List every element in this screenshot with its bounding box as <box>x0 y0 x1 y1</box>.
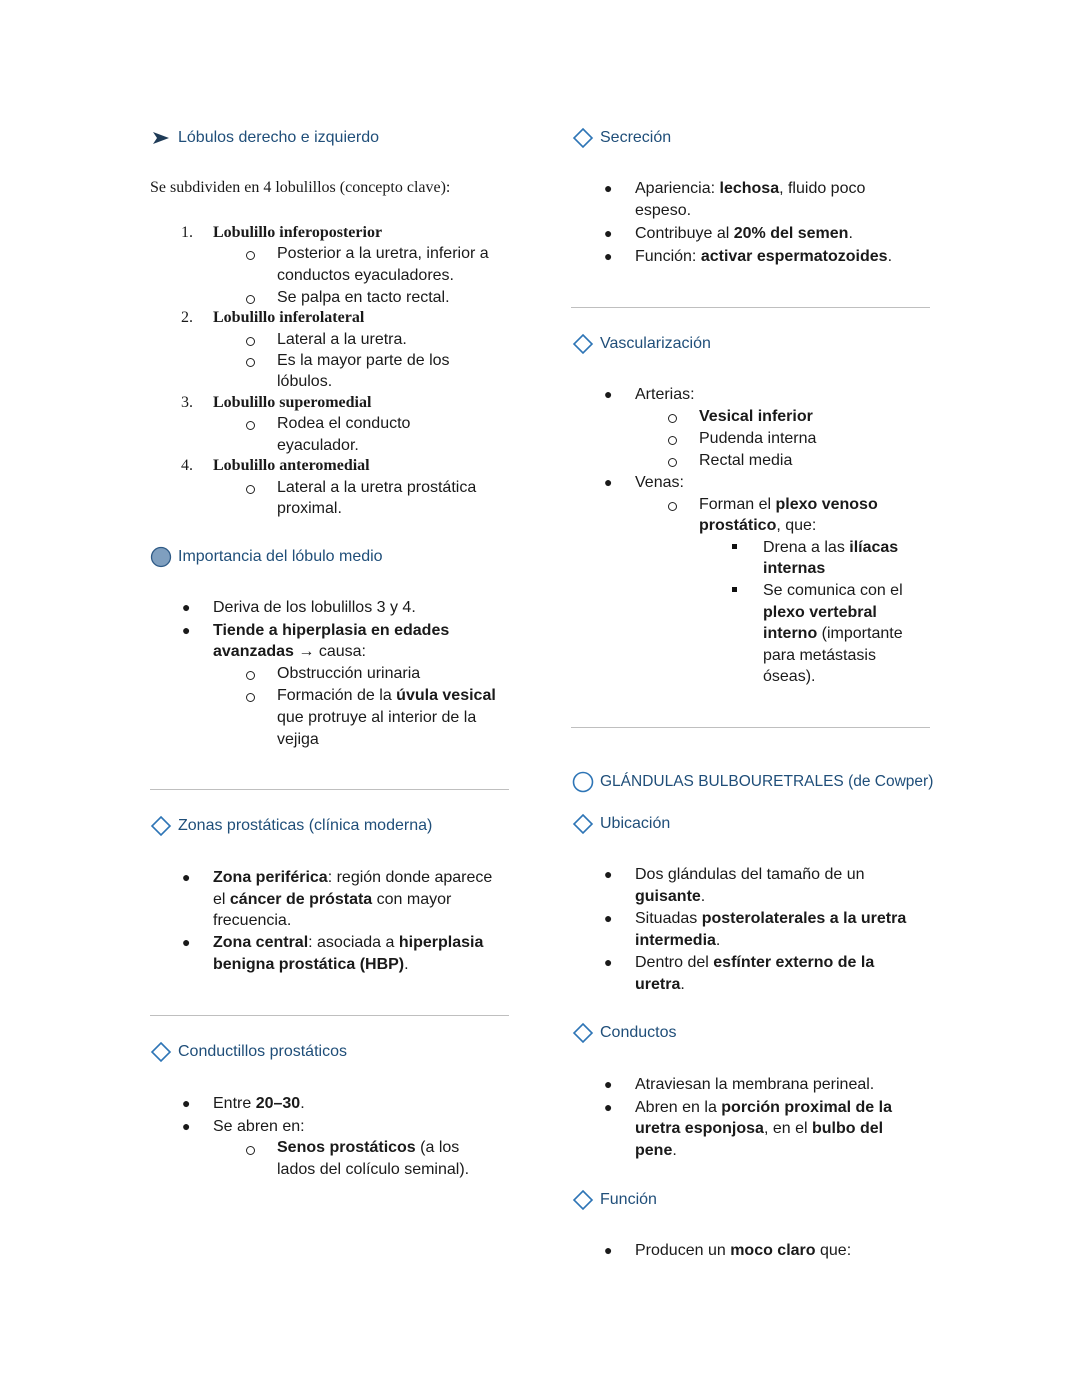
sub-item-line: Rodea el conducto <box>277 415 411 432</box>
sub-sub-item-line: óseas). <box>763 668 816 685</box>
bullet-icon: ● <box>182 934 191 950</box>
sub-item-line: conductos eyaculadores. <box>277 267 454 284</box>
conductos-bullet-cont: uretra esponjosa, en el bulbo del <box>635 1120 884 1137</box>
zonas-bullet-cont: frecuencia. <box>213 912 292 929</box>
item-number: 4. <box>181 457 193 474</box>
lobulos-heading: Lóbulos derecho e izquierdo <box>150 127 379 149</box>
conductos-bullet: Atraviesan la membrana perineal. <box>635 1076 875 1093</box>
sub-item-line: lóbulos. <box>277 373 333 390</box>
bullet-icon: ● <box>604 1242 613 1258</box>
sub-bullet-icon <box>668 436 677 445</box>
divider <box>571 727 930 728</box>
circle-icon <box>572 771 594 793</box>
bullet-icon: ● <box>182 599 191 615</box>
item-number: 3. <box>181 394 193 411</box>
sub-bullet-icon <box>668 414 677 423</box>
ubicacion-bullet-cont: uretra. <box>635 976 685 993</box>
item-number: 2. <box>181 309 193 326</box>
sub-sub-item-line: Se comunica con el <box>763 582 903 599</box>
ubicacion-bullet: Dos glándulas del tamaño de un <box>635 866 865 883</box>
square-bullet-icon <box>732 587 737 592</box>
ubicacion-bullet-cont: guisante. <box>635 888 706 905</box>
sub-item-line: Vesical inferior <box>699 408 813 425</box>
conductos-heading: Conductos <box>572 1022 677 1044</box>
funcion-bullet: Producen un moco claro que: <box>635 1242 852 1259</box>
diamond-icon <box>150 1041 172 1063</box>
lobulillo-title: Lobulillo anteromedial <box>213 457 370 474</box>
sub-bullet-icon <box>246 337 255 346</box>
bullet-icon: ● <box>604 954 613 970</box>
lobulillo-title: Lobulillo inferolateral <box>213 309 365 326</box>
secrecion-heading: Secreción <box>572 127 671 149</box>
sub-bullet-icon <box>668 458 677 467</box>
lobulo-medio-bullet: Deriva de los lobulillos 3 y 4. <box>213 599 416 616</box>
vascular-heading: Vascularización <box>572 333 711 355</box>
sub-bullet-icon <box>246 693 255 702</box>
sub-item-line: lados del colículo seminal). <box>277 1161 470 1178</box>
secrecion-bullet-cont: espeso. <box>635 202 692 219</box>
bullet-icon: ● <box>182 622 191 638</box>
zonas-bullet-cont: benigna prostática (HBP). <box>213 956 409 973</box>
sub-bullet-icon <box>246 358 255 367</box>
sub-sub-item-line: Drena a las ilíacas <box>763 539 899 556</box>
sub-item-line: Rectal media <box>699 452 793 469</box>
lobulo-medio-bullet: Tiende a hiperplasia en edades <box>213 622 450 639</box>
secrecion-bullet: Contribuye al 20% del semen. <box>635 225 853 242</box>
diamond-icon <box>572 1022 594 1044</box>
diamond-icon <box>572 127 594 149</box>
divider <box>150 789 509 790</box>
lobulo-medio-bullet-cont: avanzadas → causa: <box>213 643 366 660</box>
sub-sub-item-line: plexo vertebral <box>763 604 877 621</box>
ubicacion-heading: Ubicación <box>572 813 670 835</box>
ubicacion-bullet-cont: intermedia. <box>635 932 721 949</box>
conductillos-heading: Conductillos prostáticos <box>150 1041 347 1063</box>
conductos-bullet-cont: pene. <box>635 1142 677 1159</box>
sub-bullet-icon <box>246 1146 255 1155</box>
item-number: 1. <box>181 224 193 241</box>
vascular-bullet: Arterias: <box>635 386 695 403</box>
sub-bullet-icon <box>246 421 255 430</box>
secrecion-bullet: Apariencia: lechosa, fluido poco <box>635 180 866 197</box>
zonas-heading: Zonas prostáticas (clínica moderna) <box>150 815 432 837</box>
filled-circle-icon <box>150 546 172 568</box>
sub-item-line: eyaculador. <box>277 437 359 454</box>
funcion-heading: Función <box>572 1189 657 1211</box>
sub-item-line: que protruye al interior de la <box>277 709 477 726</box>
bullet-icon: ● <box>182 1118 191 1134</box>
zonas-bullet-cont: el cáncer de próstata con mayor <box>213 891 452 908</box>
sub-item-line: vejiga <box>277 731 319 748</box>
sub-item-line: Senos prostáticos (a los <box>277 1139 460 1156</box>
sub-item-line: Formación de la úvula vesical <box>277 687 496 704</box>
sub-bullet-icon <box>246 485 255 494</box>
bullet-icon: ● <box>604 474 613 490</box>
sub-item-line: Se palpa en tacto rectal. <box>277 289 450 306</box>
sub-item-line: Forman el plexo venoso <box>699 496 878 513</box>
zonas-bullet: Zona central: asociada a hiperplasia <box>213 934 484 951</box>
bullet-icon: ● <box>604 180 613 196</box>
bullet-icon: ● <box>182 869 191 885</box>
diamond-icon <box>572 1189 594 1211</box>
sub-item-line: Lateral a la uretra prostática <box>277 479 477 496</box>
divider <box>150 1015 509 1016</box>
bullet-icon: ● <box>604 866 613 882</box>
diamond-icon <box>150 815 172 837</box>
bullet-icon: ● <box>182 1095 191 1111</box>
ubicacion-bullet: Dentro del esfínter externo de la <box>635 954 875 971</box>
sub-item-line: Obstrucción urinaria <box>277 665 421 682</box>
sub-bullet-icon <box>668 502 677 511</box>
diamond-icon <box>572 813 594 835</box>
sub-item-line: proximal. <box>277 500 342 517</box>
sub-item-line: Pudenda interna <box>699 430 817 447</box>
conductillos-bullet: Se abren en: <box>213 1118 305 1135</box>
bullet-icon: ● <box>604 1099 613 1115</box>
secrecion-bullet: Función: activar espermatozoides. <box>635 248 893 265</box>
bullet-icon: ● <box>604 386 613 402</box>
bulbouretrales-heading: GLÁNDULAS BULBOURETRALES (de Cowper) <box>572 771 933 793</box>
bullet-icon: ● <box>604 225 613 241</box>
sub-sub-item-line: internas <box>763 560 826 577</box>
lobulo-medio-heading: Importancia del lóbulo medio <box>150 546 383 568</box>
sub-item-line: Lateral a la uretra. <box>277 331 407 348</box>
sub-bullet-icon <box>246 251 255 260</box>
conductillos-bullet: Entre 20–30. <box>213 1095 305 1112</box>
sub-item-line: prostático, que: <box>699 517 817 534</box>
sub-sub-item-line: para metástasis <box>763 647 876 664</box>
square-bullet-icon <box>732 544 737 549</box>
diamond-icon <box>572 333 594 355</box>
bullet-icon: ● <box>604 910 613 926</box>
bullet-icon: ● <box>604 248 613 264</box>
vascular-bullet: Venas: <box>635 474 684 491</box>
arrowhead-icon <box>150 127 172 149</box>
zonas-bullet: Zona periférica: región donde aparece <box>213 869 493 886</box>
sub-item-line: Posterior a la uretra, inferior a <box>277 245 489 262</box>
sub-item-line: Es la mayor parte de los <box>277 352 450 369</box>
sub-bullet-icon <box>246 295 255 304</box>
sub-sub-item-line: interno (importante <box>763 625 903 642</box>
lobulillo-title: Lobulillo superomedial <box>213 394 372 411</box>
ubicacion-bullet: Situadas posterolaterales a la uretra <box>635 910 907 927</box>
divider <box>571 307 930 308</box>
lobulillo-title: Lobulillo inferoposterior <box>213 224 383 241</box>
lobulos-intro: Se subdividen en 4 lobulillos (concepto clave): <box>150 179 451 196</box>
conductos-bullet: Abren en la porción proximal de la <box>635 1099 892 1116</box>
sub-bullet-icon <box>246 671 255 680</box>
bullet-icon: ● <box>604 1076 613 1092</box>
